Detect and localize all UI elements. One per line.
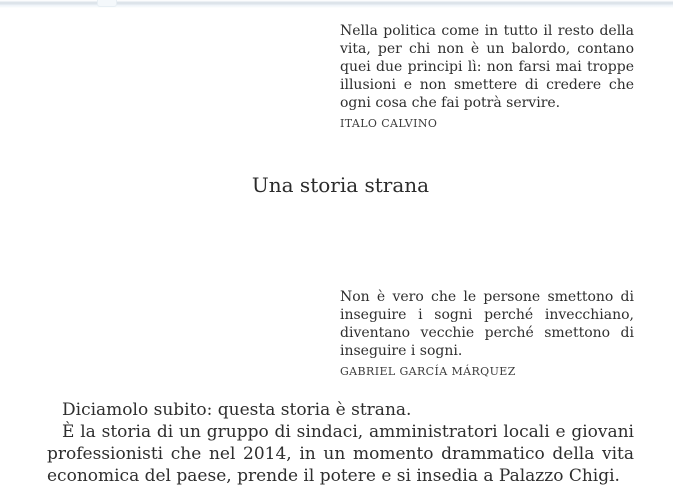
epigraph-calvino [340, 22, 634, 130]
window-edge-bar [0, 0, 673, 8]
epigraph-text: Non è vero che le persone smettono di inseguire i sogni perché invecchiano, diventano vecchie perché smettono di inseguire i sogni. [340, 289, 634, 359]
body-text [47, 399, 634, 487]
epigraph-author: ITALO CALVINO [340, 117, 438, 130]
epigraph-garcia-marquez [340, 288, 634, 378]
body-paragraph: Diciamolo subito: questa storia è strana. [62, 400, 412, 420]
window-edge-notch [97, 0, 117, 7]
epigraph-author: GABRIEL GARCÍA MÁRQUEZ [340, 365, 516, 378]
epigraph-text: Nella politica come in tutto il resto della vita, per chi non è un balordo, contano quei due principi lì: non farsi mai troppe illusioni e non smettere di credere che ogni cosa che fai potrà servire. [340, 23, 634, 111]
chapter-title: Una storia strana [251, 173, 430, 197]
body-paragraph: È la storia di un gruppo di sindaci, amministratori locali e giovani professionisti che nel 2014, in un momento drammatico della vita economica del paese, prende il potere e si insedia a Palazzo Chigi. [47, 422, 634, 486]
